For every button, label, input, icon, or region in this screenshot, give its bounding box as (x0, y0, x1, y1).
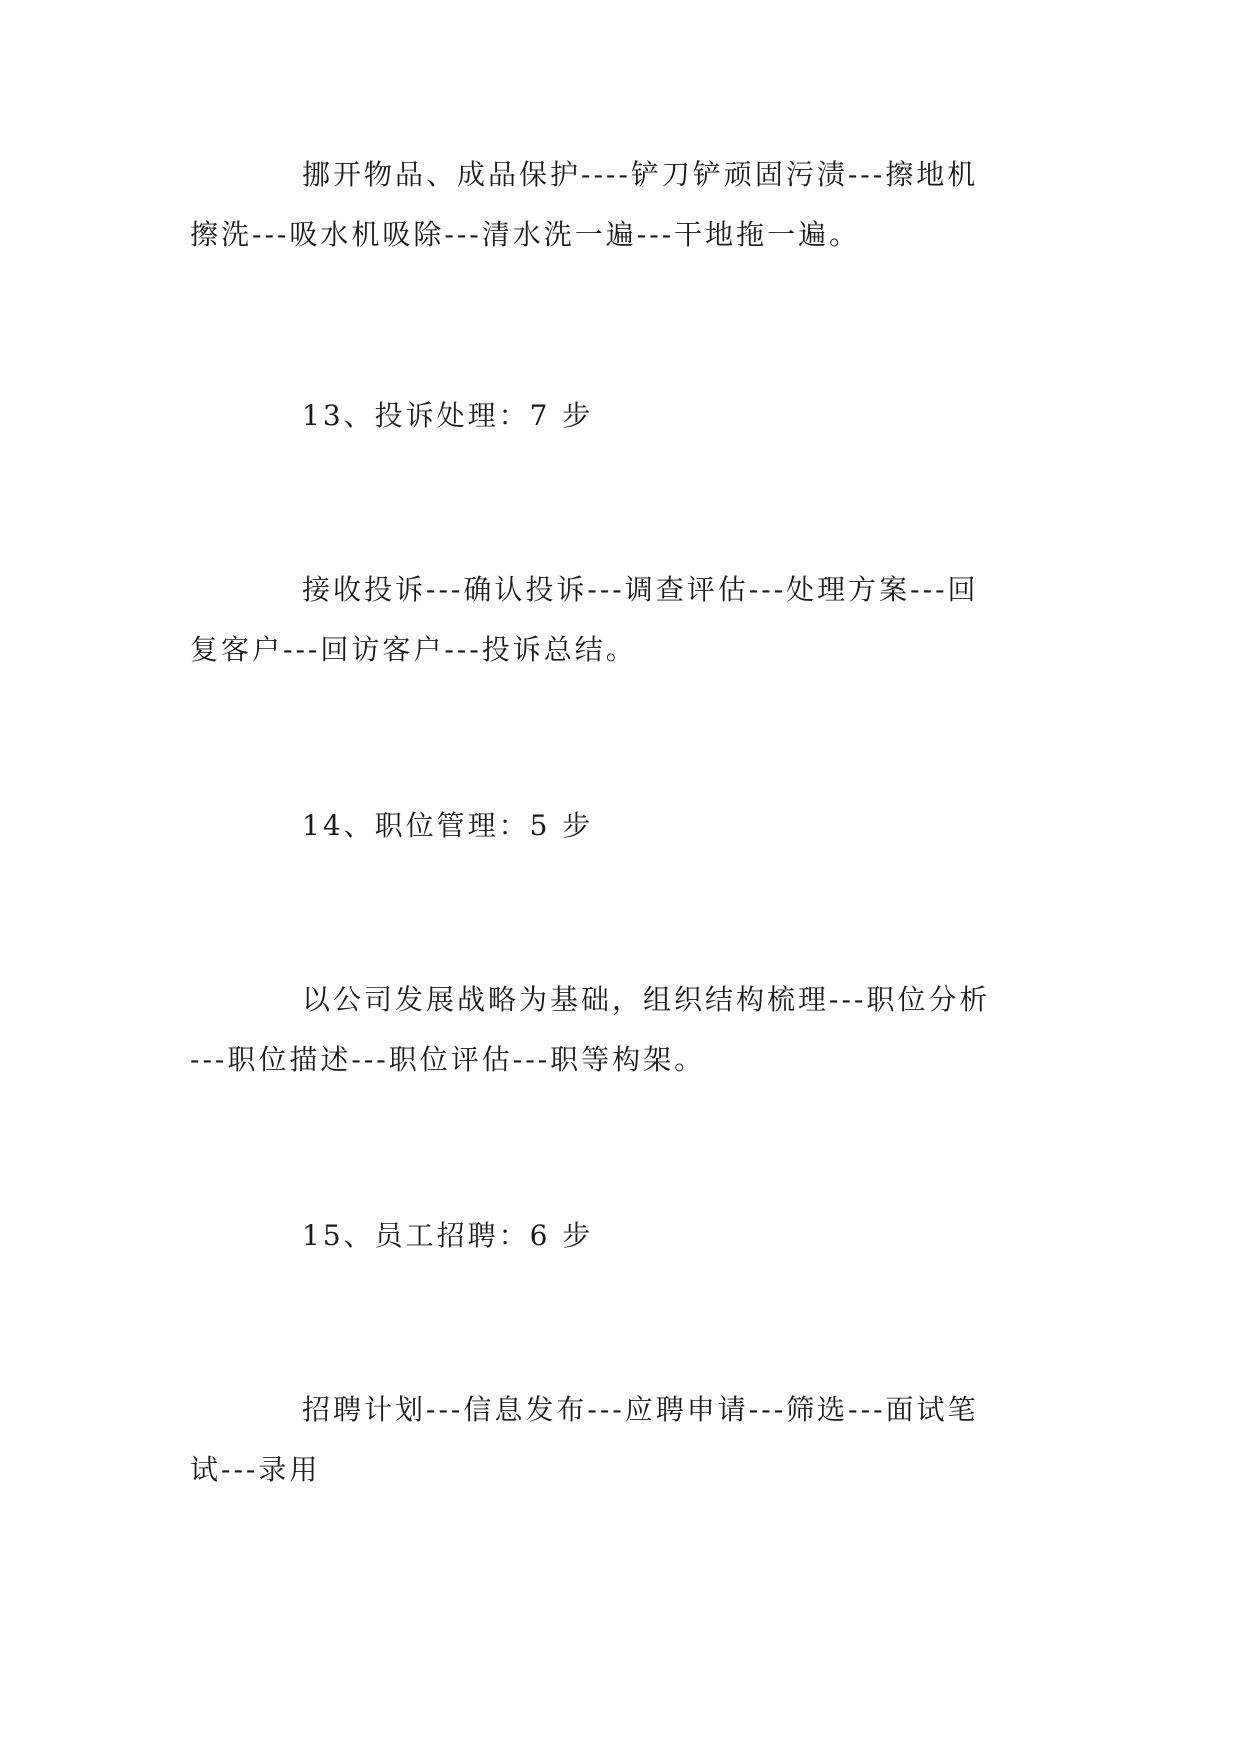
paragraph-complaint-steps (190, 560, 1050, 680)
paragraph-recruitment-steps (190, 1380, 1050, 1500)
paragraph-cleaning-steps (190, 145, 1050, 265)
paragraph-line: 接收投诉---确认投诉---调查评估---处理方案---回 (302, 573, 979, 606)
heading-position-management: 14、职位管理：5 步 (302, 809, 594, 842)
paragraph-line: 挪开物品、成品保护----铲刀铲顽固污渍---擦地机 (302, 158, 979, 191)
paragraph-line: 复客户---回访客户---投诉总结。 (190, 633, 637, 666)
paragraph-line: 以公司发展战略为基础，组织结构梳理---职位分析 (302, 983, 991, 1016)
paragraph-line: 试---录用 (190, 1453, 321, 1486)
paragraph-line: 招聘计划---信息发布---应聘申请---筛选---面试笔 (302, 1393, 979, 1426)
paragraph-position-steps (190, 970, 1050, 1090)
paragraph-line: 擦洗---吸水机吸除---清水洗一遍---干地拖一遍。 (190, 218, 861, 251)
heading-complaint-handling: 13、投诉处理：7 步 (302, 399, 594, 432)
heading-recruitment: 15、员工招聘：6 步 (302, 1219, 594, 1252)
paragraph-line: ---职位描述---职位评估---职等构架。 (190, 1043, 706, 1076)
